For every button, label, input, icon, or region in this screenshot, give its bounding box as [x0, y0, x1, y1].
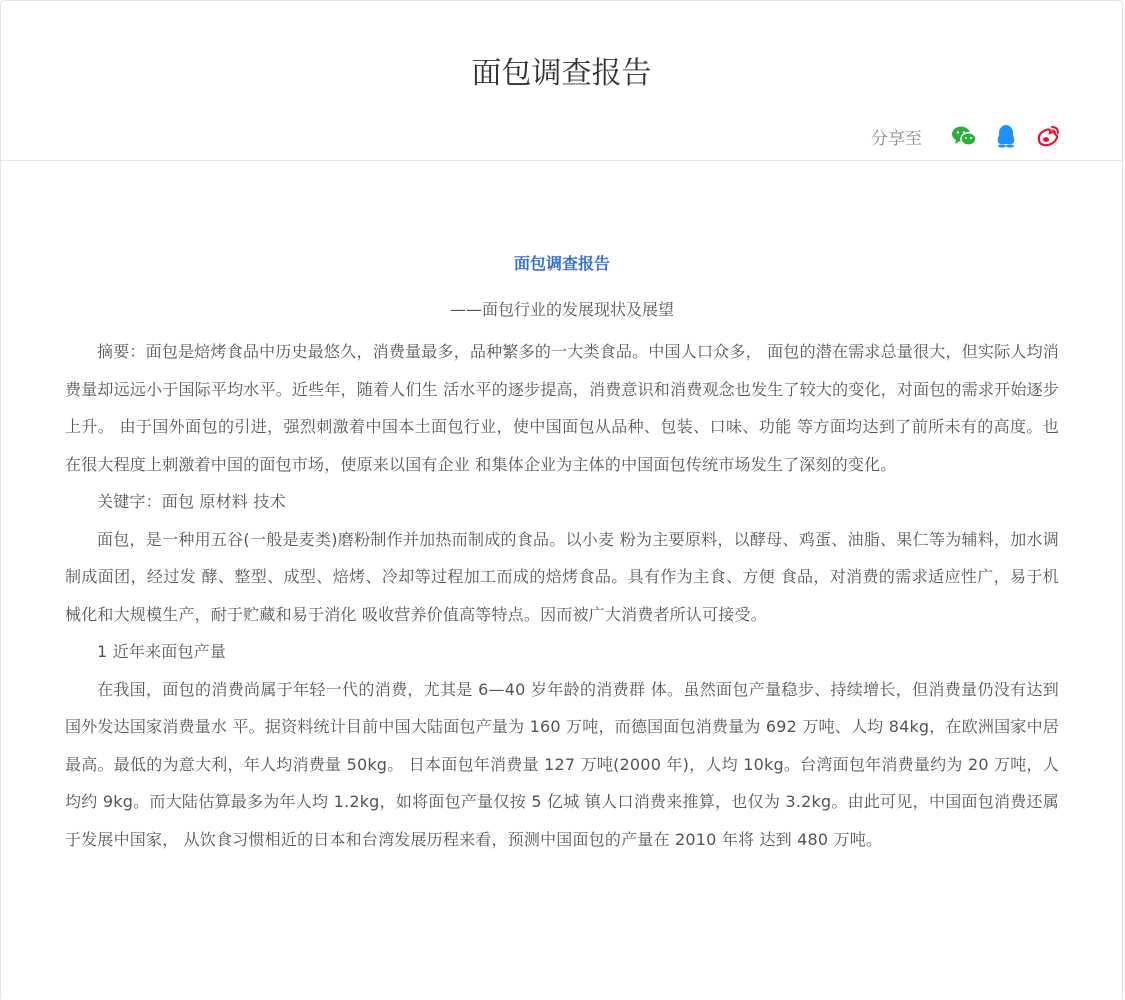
share-bar [871, 119, 1062, 153]
page-title: 面包调查报告 [471, 56, 652, 91]
report-title: 面包调查报告 [513, 254, 610, 273]
report-subtitle: ——面包行业的发展现状及展望 [449, 300, 674, 319]
abstract-paragraph: 摘要：面包是焙烤食品中历史最悠久，消费量最多，品种繁多的一大类食品。中国人口众多， 面包的潜在需求总量很大，但实际人均消费量却远远小于国际平均水平。近些年，随着人们生 活水平的逐步提高，消费意识和消费观念也发生了较大的变化，对面包的需求开始逐步上升。 由于国外面包的引进，强烈刺激着中国本土面包行业，使中国面包从品种、包装、口味、功能 等方面均达到了前所未有的高度。也在很大程度上刺激着中国的面包市场，使原来以国有企业 和集体企业为主体的中国面包传统市场发生了深刻的变化。 [65, 342, 1059, 474]
section-heading: 1 近年来面包产量 [97, 642, 227, 661]
document-header [1, 1, 1122, 161]
weibo-icon[interactable] [1034, 122, 1062, 150]
production-paragraph: 在我国，面包的消费尚属于年轻一代的消费，尤其是 6—40 岁年龄的消费群 体。虽然面包产量稳步、持续增长，但消费量仍没有达到国外发达国家消费量水 平。据资料统计目前中国大陆面包产量为 160 万吨，而德国面包消费量为 692 万吨、人均 84kg，在欧洲国家中居最高。最低的为意大利，年人均消费量 50kg。 日本面包年消费量 127 万吨(2000 年)，人均 10kg。台湾面包年消费量约为 20 万吨，人均约 9kg。而大陆估算最多为年人均 1.2kg，如将面包产量仅按 5 亿城 镇人口消费来推算，也仅为 3.2kg。由此可见，中国面包消费还属于发展中国家， 从饮食习惯相近的日本和台湾发展历程来看，预测中国面包的产量在 2010 年将 达到 480 万吨。 [65, 679, 1059, 849]
share-label: 分享至 [871, 128, 922, 149]
keywords-paragraph: 关键字：面包 原材料 技术 [97, 492, 286, 511]
definition-paragraph: 面包，是一种用五谷(一般是麦类)磨粉制作并加热而制成的食品。以小麦 粉为主要原料，以酵母、鸡蛋、油脂、果仁等为辅料，加水调制成面团，经过发 酵、整型、成型、焙烤、冷却等过程加工而成的焙烤食品。具有作为主食、方便 食品，对消费的需求适应性广，易于机械化和大规模生产，耐于贮藏和易于消化 吸收营养价值高等特点。因而被广大消费者所认可接受。 [65, 529, 1059, 624]
document-body [65, 241, 1059, 858]
wechat-icon[interactable] [950, 122, 978, 150]
qq-icon[interactable] [992, 122, 1020, 150]
